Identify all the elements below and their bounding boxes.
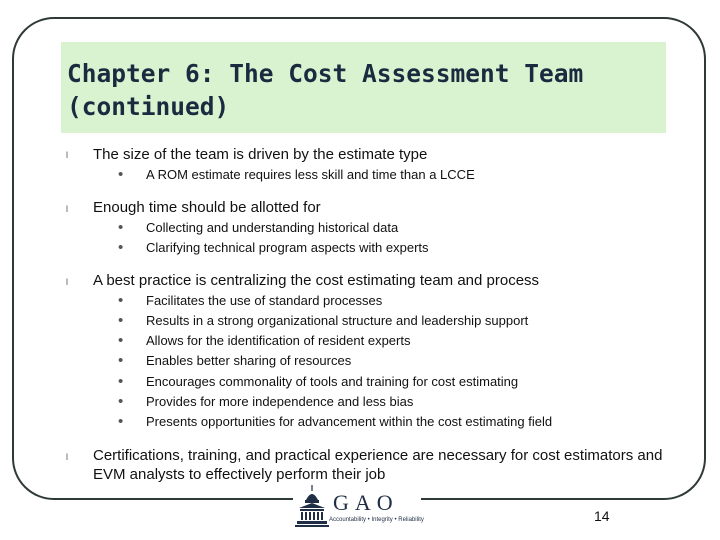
slide-title: Chapter 6: The Cost Assessment Team (continued) (67, 59, 584, 121)
bullet-3-text: A best practice is centralizing the cost estimating team and process (93, 272, 540, 289)
list-item (0, 220, 720, 240)
sub-bullet-dot: • (118, 239, 124, 256)
sub-item-text: Clarifying technical program aspects with experts (146, 240, 429, 255)
sub-bullet-dot: • (118, 373, 124, 390)
bullet-marker-2: l (66, 204, 68, 214)
sub-item-text: A ROM estimate requires less skill and time than a LCCE (146, 167, 475, 182)
bullet-1-text: The size of the team is driven by the estimate type (93, 146, 428, 163)
list-item (0, 333, 720, 353)
sub-item-text: Collecting and understanding historical data (146, 220, 399, 235)
sub-bullet-dot: • (118, 332, 124, 349)
sub-bullet-dot: • (118, 393, 124, 410)
bullet-2-text: Enough time should be allotted for (93, 199, 321, 216)
list-item (0, 313, 720, 333)
bullet-marker-4: l (66, 452, 68, 462)
list-item (0, 353, 720, 373)
sub-item-text: Presents opportunities for advancement within the cost estimating field (146, 414, 553, 429)
bullet-marker-1: l (66, 150, 68, 160)
sub-item-text: Allows for the identification of resident experts (146, 333, 411, 348)
sub-bullet-dot: • (118, 413, 124, 430)
sub-bullet-dot: • (118, 166, 124, 183)
logo-tagline: Accountability • Integrity • Reliability (329, 517, 424, 523)
sub-item-text: Enables better sharing of resources (146, 353, 352, 368)
capitol-building-icon (295, 484, 329, 528)
sub-bullet-dot: • (118, 312, 124, 329)
list-item (0, 374, 720, 394)
sub-item-text: Facilitates the use of standard processes (146, 293, 383, 308)
list-item (0, 293, 720, 313)
sub-bullet-dot: • (118, 352, 124, 369)
sub-bullet-dot: • (118, 292, 124, 309)
list-item (0, 240, 720, 260)
sub-bullet-dot: • (118, 219, 124, 236)
list-item (0, 167, 720, 187)
sub-item-text: Results in a strong organizational structure and leadership support (146, 313, 529, 328)
list-item (0, 394, 720, 414)
sub-item-text: Provides for more independence and less bias (146, 394, 414, 409)
logo-letters: GAO (333, 490, 399, 515)
bullet-4-text: Certifications, training, and practical experience are necessary for cost estimators and EVM analysts to effectively perform their job (93, 447, 663, 483)
list-item (0, 414, 720, 434)
gao-logo (293, 484, 424, 530)
sub-item-text: Encourages commonality of tools and training for cost estimating (146, 374, 519, 389)
bullet-marker-3: l (66, 277, 68, 287)
page-number: 14 (594, 508, 610, 524)
